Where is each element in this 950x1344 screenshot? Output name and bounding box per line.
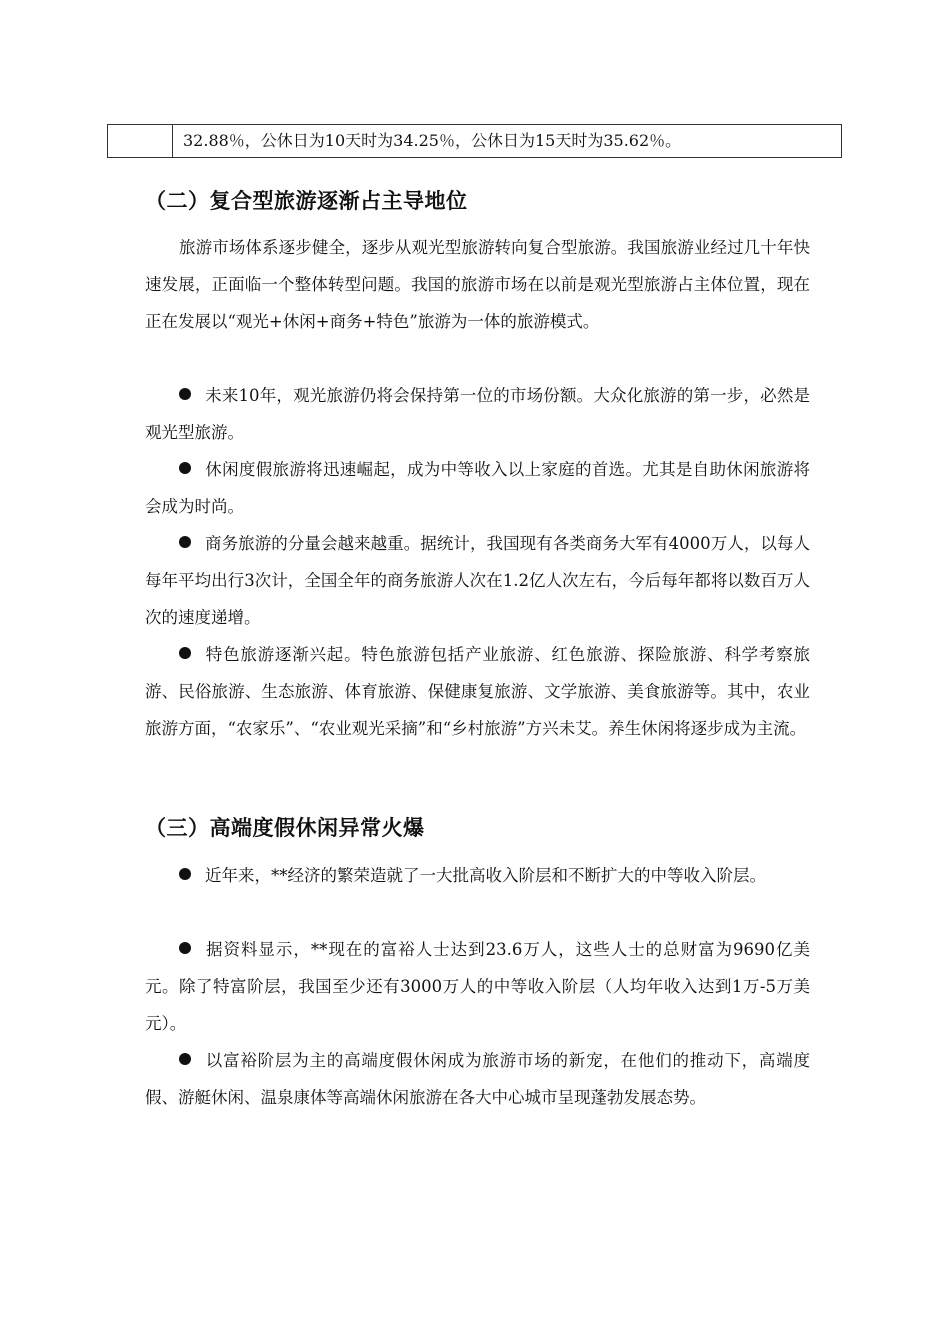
bullet-text: 特色旅游逐渐兴起。特色旅游包括产业旅游、红色旅游、探险旅游、科学考察旅游、民俗旅游、生态旅游、体育旅游、保健康复旅游、文学旅游、美食旅游等。其中，农业旅游方面，“农家乐”、“农业观光采摘”和“乡村旅游”方兴未艾。养生休闲将逐步成为主流。	[145, 645, 810, 738]
bullet-text: 未来10年，观光旅游仍将会保持第一位的市场份额。大众化旅游的第一步，必然是观光型旅游。	[145, 386, 810, 442]
table-row	[107, 124, 842, 158]
section-heading-2: （二）复合型旅游逐渐占主导地位	[145, 189, 468, 213]
bullet-icon	[179, 536, 191, 548]
bullet-icon	[179, 1053, 191, 1065]
bullet-icon	[179, 942, 191, 954]
table-cell-text: 32.88％，公休日为10天时为34.25％，公休日为15天时为35.62％。	[183, 131, 682, 150]
bullet-icon	[179, 462, 191, 474]
section-heading-3: （三）高端度假休闲异常火爆	[145, 816, 425, 840]
bullet-text: 休闲度假旅游将迅速崛起，成为中等收入以上家庭的首选。尤其是自助休闲旅游将会成为时尚。	[145, 460, 810, 516]
bullet-icon	[179, 647, 191, 659]
bullet-item	[145, 636, 810, 747]
section2-intro-paragraph: 旅游市场体系逐步健全，逐步从观光型旅游转向复合型旅游。我国旅游业经过几十年快速发展，正面临一个整体转型问题。我国的旅游市场在以前是观光型旅游占主体位置，现在正在发展以“观光+休闲+商务+特色”旅游为一体的旅游模式。	[145, 238, 810, 331]
bullet-text: 以富裕阶层为主的高端度假休闲成为旅游市场的新宠，在他们的推动下，高端度假、游艇休闲、温泉康体等高端休闲旅游在各大中心城市呈现蓬勃发展态势。	[145, 1051, 810, 1107]
bullet-item	[145, 857, 810, 894]
bullet-item	[145, 377, 810, 451]
bullet-text: 近年来，**经济的繁荣造就了一大批高收入阶层和不断扩大的中等收入阶层。	[205, 866, 766, 885]
bullet-text: 商务旅游的分量会越来越重。据统计，我国现有各类商务大军有4000万人，以每人每年平均出行3次计，全国全年的商务旅游人次在1.2亿人次左右，今后每年都将以数百万人次的速度递增。	[145, 534, 810, 627]
bullet-item	[145, 451, 810, 525]
bullet-text: 据资料显示，**现在的富裕人士达到23.6万人，这些人士的总财富为9690亿美元。除了特富阶层，我国至少还有3000万人的中等收入阶层（人均年收入达到1万-5万美元）。	[145, 940, 810, 1033]
bullet-item	[145, 1042, 810, 1116]
table-cell-empty	[108, 125, 173, 157]
bullet-item	[145, 525, 810, 636]
bullet-icon	[179, 388, 191, 400]
bullet-item	[145, 931, 810, 1042]
bullet-icon	[179, 868, 191, 880]
